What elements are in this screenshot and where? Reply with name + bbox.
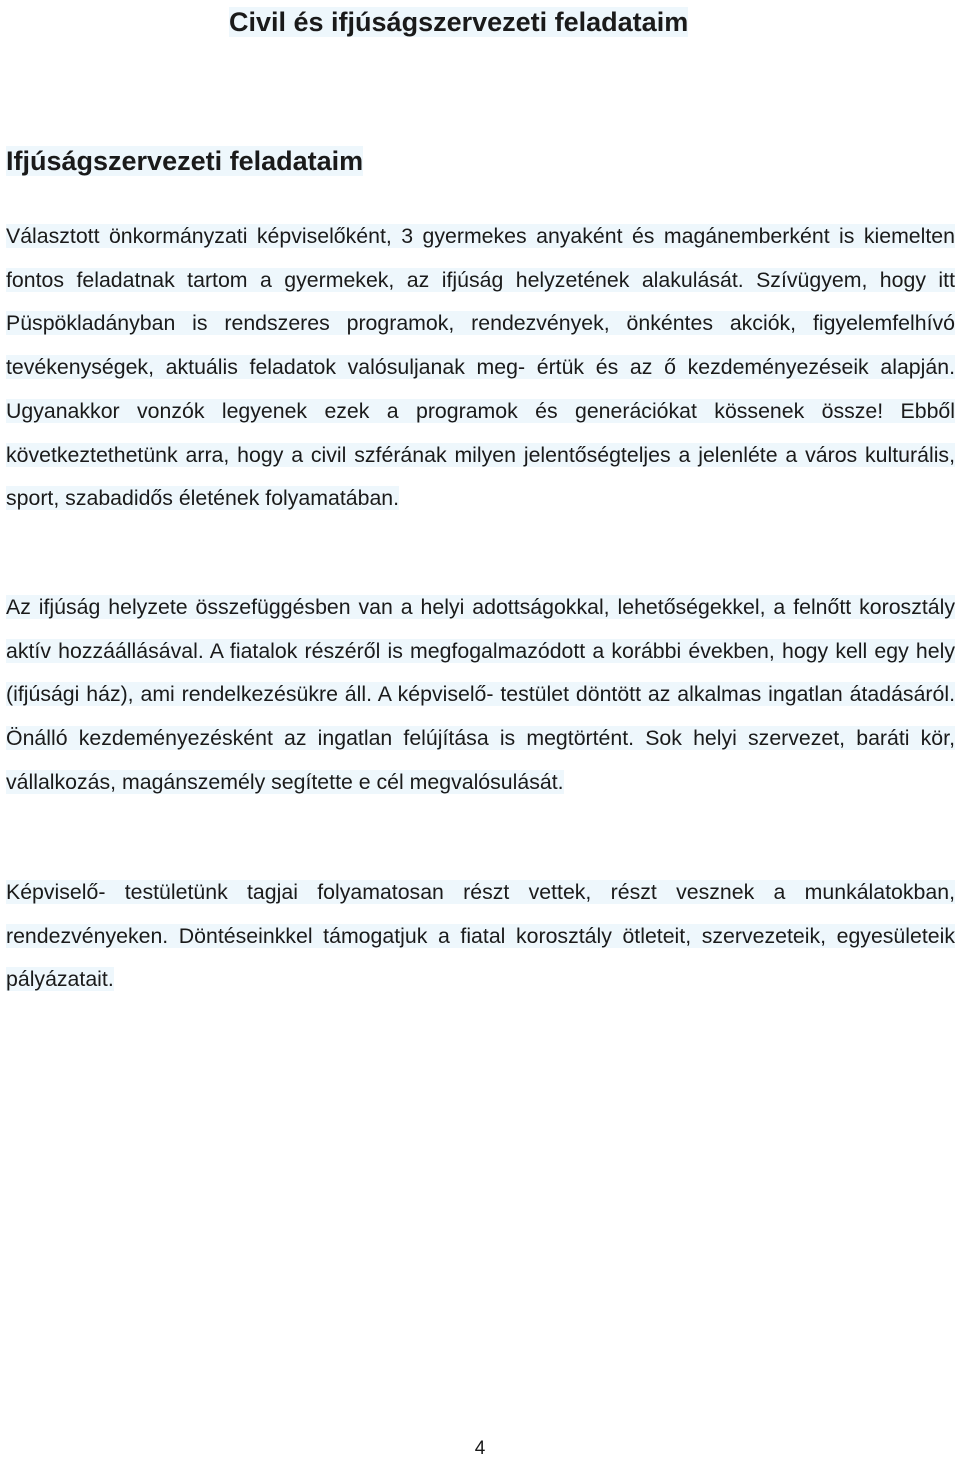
paragraph-3 — [6, 871, 955, 1002]
document-title — [229, 2, 688, 42]
section-heading-text: Ifjúságszervezeti feladataim — [6, 146, 364, 176]
paragraph-2 — [6, 586, 955, 805]
paragraph-1 — [6, 215, 955, 521]
paragraph-3-text: Képviselő- testületünk tagjai folyamatosan részt vettek, részt vesznek a munkálatokban, rendezvényeken. Döntéseinkkel támogatjuk a fiatal korosztály ötleteit, szervezeteik, egyesületeik pályázatait. — [6, 880, 955, 992]
section-heading — [6, 141, 363, 181]
paragraph-1-text: Választott önkormányzati képviselőként, 3 gyermekes anyaként és magánemberként is kiemelten fontos feladatnak tartom a gyermekek, az ifjúság helyzetének alakulását. Szívügyem, hogy itt Püspökladányban is rendszeres programok, rendezvények, önkéntes akciók, figyelemfelhívó tevékenységek, aktuális feladatok valósuljanak meg- értük és az ő kezdeményezéseik alapján. Ugyanakkor vonzók legyenek ezek a programok és generációkat kössenek össze! Ebből következtethetünk arra, hogy a civil szférának milyen jelentőségteljes a jelenléte a város kulturális, sport, szabadidős életének folyamatában. — [6, 224, 955, 511]
page-number: 4 — [474, 1438, 486, 1459]
paragraph-2-text: Az ifjúság helyzete összefüggésben van a helyi adottságokkal, lehetőségekkel, a felnőtt korosztály aktív hozzáállásával. A fiatalok részéről is megfogalmazódott a korábbi években, hogy kell egy hely (ifjúsági ház), ami rendelkezésükre áll. A képviselő- testület döntött az alkalmas ingatlan átadásáról. Önálló kezdeményezésként az ingatlan felújítása is megtörtént. Sok helyi szervezet, baráti kör, vállalkozás, magánszemély segítette e cél megvalósulását. — [6, 595, 955, 794]
document-title-text: Civil és ifjúságszervezeti feladataim — [229, 7, 689, 37]
